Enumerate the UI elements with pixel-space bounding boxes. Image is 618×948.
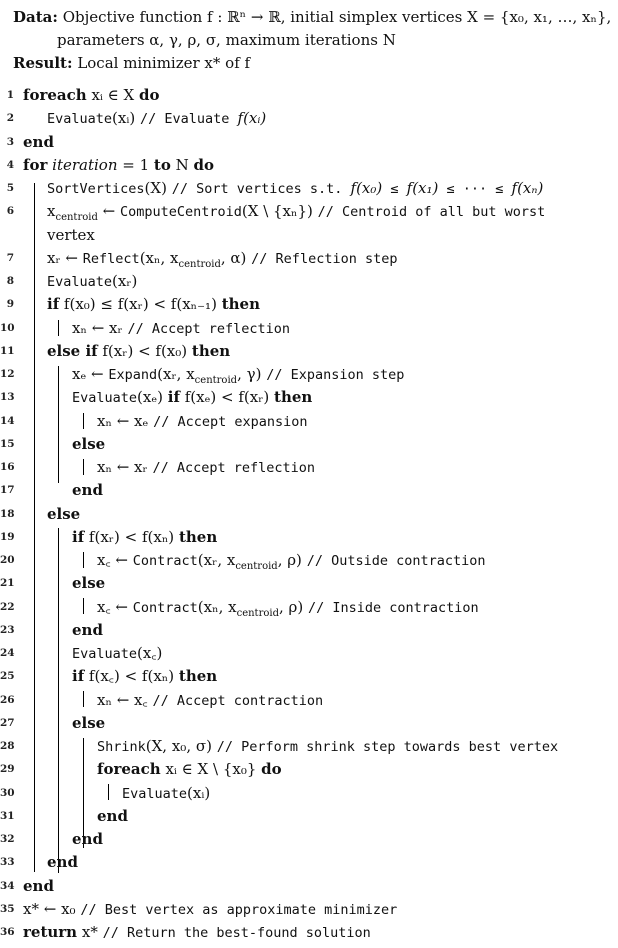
algorithm-line xyxy=(0,340,618,363)
line-text: else xyxy=(72,713,106,732)
algorithm-line xyxy=(0,177,618,200)
algorithm-line xyxy=(0,921,618,944)
line-text: if f(x꜀) < f(xₙ) then xyxy=(72,667,218,686)
line-number: 25 xyxy=(0,670,15,683)
line-text: end xyxy=(72,620,103,639)
line-number: 6 xyxy=(6,205,14,218)
algorithm-line xyxy=(0,107,618,130)
line-text: xᵣ ← Reflect(xₙ, $x_{centroid}$, α) // Reflection step xyxy=(47,248,398,270)
algorithm-line xyxy=(0,596,618,619)
line-text: else xyxy=(72,434,106,453)
algorithm-line xyxy=(0,503,618,526)
line-number: 35 xyxy=(0,902,15,915)
line-number: 15 xyxy=(0,437,15,450)
line-number: 13 xyxy=(0,391,15,404)
line-text: end xyxy=(47,853,78,872)
algorithm-line xyxy=(0,456,618,479)
algorithm-body xyxy=(0,84,618,944)
algorithm-line xyxy=(0,828,618,851)
line-text: for iteration = 1 to N do xyxy=(23,155,215,174)
algorithm-line xyxy=(0,84,618,107)
algorithm-line xyxy=(0,572,618,595)
line-number: 23 xyxy=(0,623,15,636)
algorithm-line xyxy=(0,479,618,502)
data-row xyxy=(13,6,613,29)
data-line-1: Objective function f : ℝⁿ → ℝ, initial simplex vertices X = {x₀, x₁, …, xₙ}, xyxy=(62,8,612,26)
data-row-continued xyxy=(13,29,613,52)
line-text: end xyxy=(72,481,103,500)
line-number: 22 xyxy=(0,600,15,613)
line-number: 8 xyxy=(6,275,14,287)
line-text: else xyxy=(47,504,81,523)
algorithm-line xyxy=(0,549,618,572)
result-label: Result: xyxy=(13,54,73,72)
line-number: 31 xyxy=(0,809,15,822)
line-text: else xyxy=(72,574,106,593)
line-text: vertex xyxy=(47,225,95,244)
line-text: x꜀ ← Contract(xᵣ, $x_{centroid}$, ρ) // Outside contraction xyxy=(97,551,486,572)
line-number: 36 xyxy=(0,926,15,938)
algorithm-line xyxy=(0,433,618,456)
line-number: 10 xyxy=(0,321,15,334)
line-number: 4 xyxy=(6,158,14,171)
line-text: end xyxy=(72,830,103,848)
line-text: SortVertices(X) // Sort vertices s.t. f(x₀) ≤ f(x₁) ≤ ··· ≤ f(xₙ) xyxy=(47,179,544,197)
algorithm-line xyxy=(0,665,618,688)
algorithm-line xyxy=(0,293,618,316)
algorithm-header xyxy=(13,6,613,75)
algorithm-line xyxy=(0,875,618,898)
algorithm-line xyxy=(0,805,618,828)
line-number: 9 xyxy=(6,298,14,311)
line-number: 17 xyxy=(0,484,15,497)
line-number: 7 xyxy=(6,251,14,264)
algorithm-line xyxy=(0,270,618,293)
line-text: end xyxy=(23,132,54,151)
line-text: x* ← x₀ // Best vertex as approximate minimizer xyxy=(23,899,398,918)
line-number: 19 xyxy=(0,530,15,543)
line-number: 16 xyxy=(0,461,15,473)
algorithm-line xyxy=(0,619,618,642)
line-number: 30 xyxy=(0,786,15,799)
line-text: x꜀ ← Contract(xₙ, $x_{centroid}$, ρ) // Inside contraction xyxy=(97,597,479,619)
algorithm-line xyxy=(0,782,618,805)
algorithm-line xyxy=(0,689,618,712)
algorithm-line xyxy=(0,526,618,549)
algorithm-line xyxy=(0,363,618,386)
line-text: $x_{centroid}$ ← ComputeCentroid(X \ {xₙ}) // Centroid of all but worst xyxy=(47,202,546,224)
line-text: Evaluate(xᵣ) xyxy=(47,272,138,290)
line-number: 26 xyxy=(0,693,15,706)
line-number: 32 xyxy=(0,833,15,845)
line-text: foreach xᵢ ∈ X do xyxy=(23,86,160,104)
algorithm-line xyxy=(0,386,618,409)
line-number: 5 xyxy=(6,182,14,194)
line-text: if f(x₀) ≤ f(xᵣ) < f(xₙ₋₁) then xyxy=(47,295,260,314)
line-text: return x* // Return the best-found solution xyxy=(23,923,371,941)
line-number: 20 xyxy=(0,554,15,566)
algorithm-line xyxy=(0,154,618,177)
algorithm-line xyxy=(0,317,618,340)
data-label: Data: xyxy=(13,8,58,26)
line-text: Evaluate(xᵢ) xyxy=(122,783,211,802)
line-text: xₙ ← xᵣ // Accept reflection xyxy=(97,458,316,476)
result-text: Local minimizer x* of f xyxy=(77,54,251,72)
algorithm-line xyxy=(0,898,618,921)
line-number: 27 xyxy=(0,716,15,729)
algorithm-line xyxy=(0,642,618,665)
line-text: if f(xᵣ) < f(xₙ) then xyxy=(72,527,218,546)
line-number: 24 xyxy=(0,647,15,659)
line-text: xₑ ← Expand(xᵣ, $x_{centroid}$, γ) // Expansion step xyxy=(72,365,405,386)
algorithm-line xyxy=(0,224,618,247)
algorithm-line xyxy=(0,410,618,433)
line-number: 1 xyxy=(6,89,14,101)
line-text: foreach xᵢ ∈ X \ {x₀} do xyxy=(97,760,282,779)
line-number: 29 xyxy=(0,763,15,776)
line-number: 12 xyxy=(0,368,15,380)
line-text: xₙ ← x꜀ // Accept contraction xyxy=(97,690,324,709)
line-number: 2 xyxy=(6,112,14,125)
line-text: xₙ ← xᵣ // Accept reflection xyxy=(72,318,291,337)
line-number: 18 xyxy=(0,507,15,520)
algorithm-line xyxy=(0,712,618,735)
line-number: 14 xyxy=(0,414,15,427)
line-text: end xyxy=(23,876,54,895)
algorithm-line xyxy=(0,247,618,270)
line-text: Evaluate(xₑ) if f(xₑ) < f(xᵣ) then xyxy=(72,388,313,407)
line-number: 28 xyxy=(0,740,15,752)
result-row xyxy=(13,52,613,75)
line-text: Evaluate(xᵢ) // Evaluate f(xᵢ) xyxy=(47,109,267,128)
line-text: Evaluate(x꜀) xyxy=(72,644,163,662)
line-text: end xyxy=(97,806,128,825)
line-text: Shrink(X, x₀, σ) // Perform shrink step towards best vertex xyxy=(97,737,559,755)
line-number: 21 xyxy=(0,577,15,590)
algorithm-line xyxy=(0,851,618,874)
algorithm-line xyxy=(0,758,618,781)
line-text: else if f(xᵣ) < f(x₀) then xyxy=(47,341,231,360)
line-number: 11 xyxy=(0,344,15,357)
data-line-2: parameters α, γ, ρ, σ, maximum iterations N xyxy=(57,31,396,49)
line-number: 34 xyxy=(0,879,15,892)
algorithm-line xyxy=(0,131,618,154)
line-number: 3 xyxy=(6,135,14,148)
algorithm-line xyxy=(0,735,618,758)
line-number: 33 xyxy=(0,856,15,869)
line-text: xₙ ← xₑ // Accept expansion xyxy=(97,411,308,430)
algorithm-line xyxy=(0,200,618,223)
